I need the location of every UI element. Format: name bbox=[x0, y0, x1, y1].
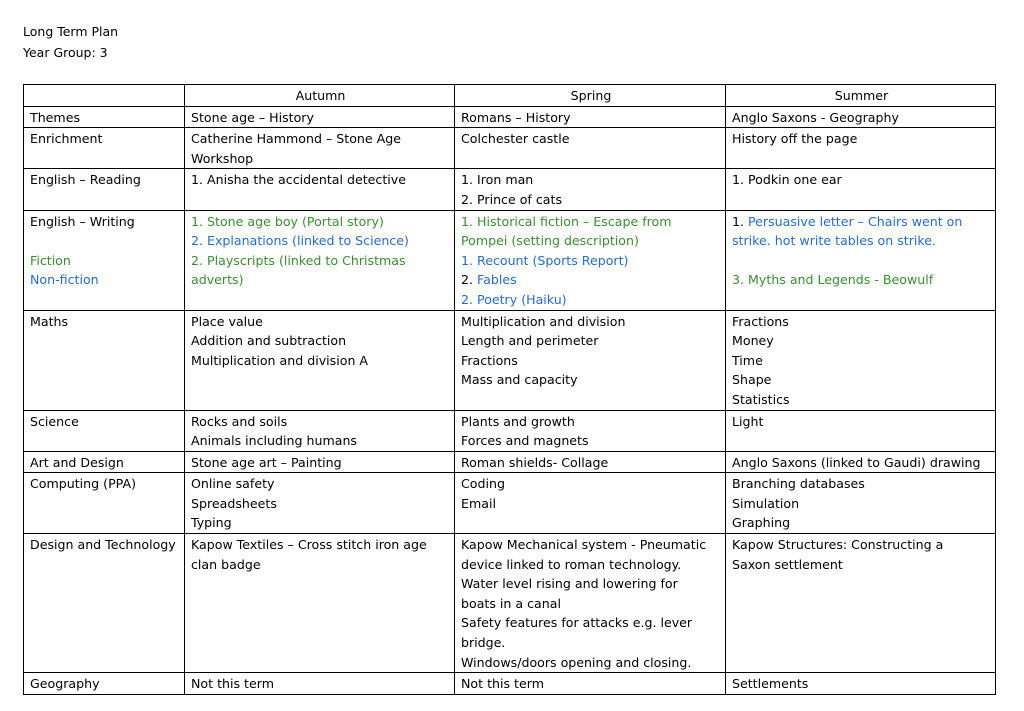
cell-line: Roman shields- Collage bbox=[461, 454, 609, 470]
subject-label: Art and Design bbox=[30, 454, 124, 470]
cell-line: Shape bbox=[732, 372, 772, 388]
cell-line: device linked to roman technology. bbox=[461, 556, 682, 572]
cell-line: Time bbox=[732, 352, 763, 368]
subject-cell bbox=[24, 473, 185, 534]
cell-line: 1. Recount (Sports Report) bbox=[461, 252, 629, 268]
line-text: Persuasive letter – Chairs went on bbox=[748, 213, 963, 229]
table-row bbox=[24, 128, 996, 169]
cell-line: Pompei (setting description) bbox=[461, 233, 639, 249]
cell-line: 2. Explanations (linked to Science) bbox=[191, 233, 409, 249]
long-term-plan-table bbox=[23, 84, 996, 695]
cell-line: 1. Podkin one ear bbox=[732, 172, 842, 188]
summer-cell bbox=[726, 473, 996, 534]
cell-line: Windows/doors opening and closing. bbox=[461, 654, 692, 670]
cell-line: 3. Myths and Legends - Beowulf bbox=[732, 272, 934, 288]
subject-cell bbox=[24, 128, 185, 169]
cell-line: Mass and capacity bbox=[461, 372, 578, 388]
subject-label: Enrichment bbox=[30, 131, 103, 147]
cell-line: Simulation bbox=[732, 495, 800, 511]
autumn-cell bbox=[185, 310, 455, 410]
table-row bbox=[24, 410, 996, 451]
cell-line: 2. Prince of cats bbox=[461, 191, 563, 207]
cell-line: Addition and subtraction bbox=[191, 333, 347, 349]
cell-line: Light bbox=[732, 413, 764, 429]
cell-line: 1. Historical fiction – Escape from bbox=[461, 213, 672, 229]
cell-line: bridge. bbox=[461, 635, 506, 651]
subject-cell bbox=[24, 534, 185, 673]
cell-line: Forces and magnets bbox=[461, 433, 589, 449]
cell-line: Online safety bbox=[191, 476, 275, 492]
cell-line: 1. Anisha the accidental detective bbox=[191, 172, 406, 188]
spring-cell bbox=[455, 169, 726, 210]
table-header-row bbox=[24, 85, 996, 107]
cell-line: Place value bbox=[191, 313, 263, 329]
autumn-cell bbox=[185, 210, 455, 310]
cell-line bbox=[461, 270, 721, 290]
autumn-cell bbox=[185, 451, 455, 473]
autumn-cell bbox=[185, 128, 455, 169]
spring-cell bbox=[455, 106, 726, 128]
cell-line: Graphing bbox=[732, 515, 791, 531]
spring-cell bbox=[455, 534, 726, 673]
cell-line bbox=[732, 212, 991, 232]
table-row bbox=[24, 451, 996, 473]
cell-line: History off the page bbox=[732, 131, 858, 147]
cell-line: Stone age – History bbox=[191, 109, 314, 125]
header-cell-autumn: Autumn bbox=[185, 85, 455, 107]
cell-line: 1. Iron man bbox=[461, 172, 534, 188]
cell-line: Kapow Mechanical system - Pneumatic bbox=[461, 537, 707, 553]
cell-line bbox=[732, 251, 991, 271]
autumn-cell bbox=[185, 169, 455, 210]
autumn-cell bbox=[185, 473, 455, 534]
summer-cell bbox=[726, 673, 996, 695]
table-row bbox=[24, 673, 996, 695]
summer-cell bbox=[726, 169, 996, 210]
subject-label: Science bbox=[30, 413, 79, 429]
cell-line: Water level rising and lowering for bbox=[461, 576, 678, 592]
cell-line: Fractions bbox=[732, 313, 789, 329]
table-row bbox=[24, 473, 996, 534]
subject-label: Fiction bbox=[30, 252, 71, 268]
subject-label bbox=[30, 231, 180, 251]
summer-cell bbox=[726, 410, 996, 451]
line-text: Fables bbox=[477, 272, 517, 288]
subject-cell bbox=[24, 169, 185, 210]
cell-line: Plants and growth bbox=[461, 413, 575, 429]
cell-line: Kapow Structures: Constructing a bbox=[732, 537, 944, 553]
header-cell-spring: Spring bbox=[455, 85, 726, 107]
summer-cell bbox=[726, 310, 996, 410]
summer-cell bbox=[726, 106, 996, 128]
cell-line: 2. Poetry (Haiku) bbox=[461, 291, 567, 307]
cell-line: Anglo Saxons (linked to Gaudi) drawing bbox=[732, 454, 981, 470]
table-body bbox=[24, 106, 996, 694]
line-number: 1. bbox=[732, 213, 749, 229]
cell-line: Fractions bbox=[461, 352, 518, 368]
cell-line: Catherine Hammond – Stone Age bbox=[191, 131, 402, 147]
cell-line: Colchester castle bbox=[461, 131, 570, 147]
subject-cell bbox=[24, 451, 185, 473]
cell-line: Money bbox=[732, 333, 774, 349]
table-row bbox=[24, 169, 996, 210]
subject-label: English – Reading bbox=[30, 172, 141, 188]
cell-line: Multiplication and division A bbox=[191, 352, 369, 368]
cell-line: Length and perimeter bbox=[461, 333, 599, 349]
cell-line: Anglo Saxons - Geography bbox=[732, 109, 899, 125]
cell-line: 2. Playscripts (linked to Christmas bbox=[191, 252, 406, 268]
cell-line: Safety features for attacks e.g. lever bbox=[461, 615, 693, 631]
cell-line: Not this term bbox=[461, 676, 544, 692]
cell-line: Settlements bbox=[732, 676, 809, 692]
cell-line: Romans – History bbox=[461, 109, 571, 125]
cell-line: adverts) bbox=[191, 272, 244, 288]
summer-cell bbox=[726, 128, 996, 169]
autumn-cell bbox=[185, 534, 455, 673]
cell-line: strike. hot write tables on strike. bbox=[732, 233, 936, 249]
cell-line: Animals including humans bbox=[191, 433, 357, 449]
spring-cell bbox=[455, 210, 726, 310]
page-title: Long Term Plan bbox=[23, 24, 119, 39]
autumn-cell bbox=[185, 673, 455, 695]
cell-line: 1. Stone age boy (Portal story) bbox=[191, 213, 384, 229]
subject-label: English – Writing bbox=[30, 213, 135, 229]
cell-line: Branching databases bbox=[732, 476, 865, 492]
cell-line: Statistics bbox=[732, 391, 790, 407]
spring-cell bbox=[455, 451, 726, 473]
cell-line: Rocks and soils bbox=[191, 413, 288, 429]
header-cell-subject bbox=[24, 85, 185, 107]
year-group-label: Year Group: 3 bbox=[23, 45, 108, 60]
cell-line: boats in a canal bbox=[461, 595, 561, 611]
subject-cell bbox=[24, 106, 185, 128]
cell-line: Not this term bbox=[191, 676, 274, 692]
spring-cell bbox=[455, 310, 726, 410]
autumn-cell bbox=[185, 106, 455, 128]
subject-label: Non-fiction bbox=[30, 272, 99, 288]
cell-line: Email bbox=[461, 495, 496, 511]
table-row bbox=[24, 310, 996, 410]
table-row bbox=[24, 106, 996, 128]
spring-cell bbox=[455, 473, 726, 534]
subject-label: Design and Technology bbox=[30, 537, 176, 553]
cell-line: Stone age art – Painting bbox=[191, 454, 342, 470]
cell-line: Workshop bbox=[191, 150, 254, 166]
cell-line: Multiplication and division bbox=[461, 313, 626, 329]
cell-line: Typing bbox=[191, 515, 232, 531]
summer-cell bbox=[726, 210, 996, 310]
spring-cell bbox=[455, 673, 726, 695]
line-number: 2. bbox=[461, 272, 478, 288]
subject-label: Geography bbox=[30, 676, 100, 692]
spring-cell bbox=[455, 128, 726, 169]
autumn-cell bbox=[185, 410, 455, 451]
subject-label: Themes bbox=[30, 109, 80, 125]
summer-cell bbox=[726, 451, 996, 473]
subject-label: Maths bbox=[30, 313, 69, 329]
subject-label: Computing (PPA) bbox=[30, 476, 136, 492]
summer-cell bbox=[726, 534, 996, 673]
table-row bbox=[24, 534, 996, 673]
subject-cell bbox=[24, 673, 185, 695]
spring-cell bbox=[455, 410, 726, 451]
table-row bbox=[24, 210, 996, 310]
cell-line: Spreadsheets bbox=[191, 495, 277, 511]
cell-line: Coding bbox=[461, 476, 505, 492]
header-cell-summer: Summer bbox=[726, 85, 996, 107]
subject-cell bbox=[24, 310, 185, 410]
cell-line: Kapow Textiles – Cross stitch iron age bbox=[191, 537, 427, 553]
subject-cell bbox=[24, 410, 185, 451]
cell-line: clan badge bbox=[191, 556, 261, 572]
subject-cell bbox=[24, 210, 185, 310]
cell-line: Saxon settlement bbox=[732, 556, 843, 572]
